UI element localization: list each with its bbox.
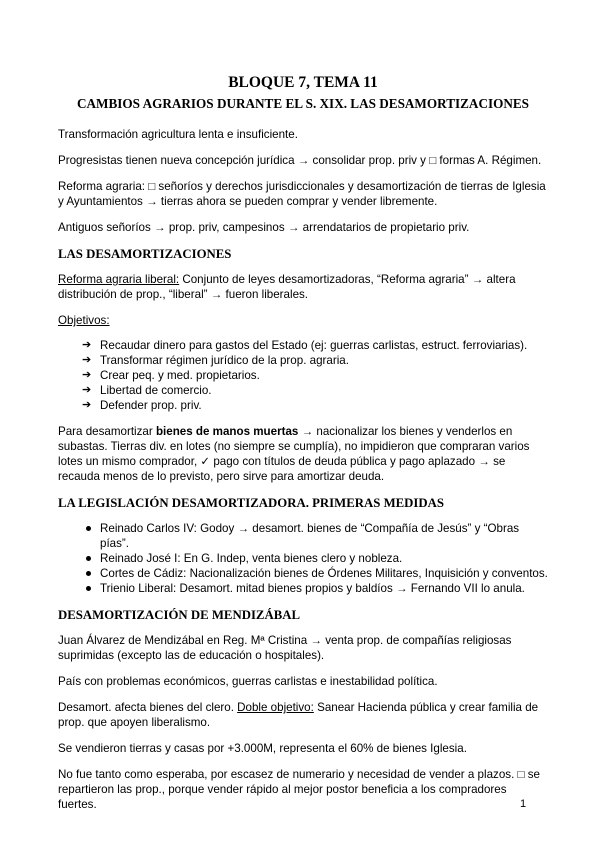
section-heading-mendizabal: DESAMORTIZACIÓN DE MENDIZÁBAL xyxy=(58,608,301,622)
reforma-text: Conjunto de leyes desamortizadoras, “Reforma agraria” → altera distribución de prop., “liberal” → fueron liberales. xyxy=(58,273,516,301)
arrow-bullet-icon: ➔ xyxy=(82,339,92,351)
list-item xyxy=(58,338,548,353)
manos-pre-text: Para desamortizar xyxy=(58,425,156,438)
intro-paragraph-1: Transformación agricultura lenta e insuficiente. xyxy=(58,128,298,141)
objetivos-label: Objetivos: xyxy=(58,314,110,327)
list-item xyxy=(58,383,548,398)
list-item-text: Transformar régimen jurídico de la prop. agraria. xyxy=(100,354,349,367)
p3-pre-text: Desamort. afecta bienes del clero. xyxy=(58,701,238,714)
arrow-bullet-icon: ➔ xyxy=(82,369,92,381)
reforma-paragraph xyxy=(58,272,548,302)
page-number: 1 xyxy=(520,798,527,810)
intro-paragraph-2: Progresistas tienen nueva concepción jurídica → consolidar prop. priv y □ formas A. Régimen. xyxy=(58,154,542,167)
mendizabal-paragraph-3 xyxy=(58,700,548,730)
manos-post-text: → nacionalizar los bienes y venderlos en subastas. Tierras div. en lotes (no siempre se cumplía), no impidieron que compraran varios lotes un mismo comprador, ✓ pago con títulos de deuda pública y pago aplazado → se recauda menos de lo previsto, pero sirve para amortizar deuda. xyxy=(58,425,530,483)
list-item xyxy=(58,368,548,383)
arrow-bullet-icon: ➔ xyxy=(82,354,92,366)
arrow-bullet-icon: ➔ xyxy=(82,399,92,411)
list-item-text: Reinado José I: En G. Indep, venta bienes clero y nobleza. xyxy=(100,552,403,565)
objetivos-list xyxy=(58,338,548,413)
manos-muertas-paragraph xyxy=(58,424,548,484)
document-page xyxy=(58,74,548,812)
bullet-dot-icon xyxy=(86,556,91,561)
intro-paragraph-3: Reforma agraria: □ señoríos y derechos jurisdiccionales y desamortización de tierras de Iglesia y Ayuntamientos → tierras ahora se pueden comprar y vender libremente. xyxy=(58,180,546,208)
list-item-text: Crear peq. y med. propietarios. xyxy=(100,369,260,382)
intro-paragraph-4: Antiguos señoríos → prop. priv, campesinos → arrendatarios de propietario priv. xyxy=(58,221,470,234)
bullet-dot-icon xyxy=(86,526,91,531)
list-item-text: Reinado Carlos IV: Godoy → desamort. bienes de “Compañía de Jesús” y “Obras pías”. xyxy=(100,522,520,550)
bullet-dot-icon xyxy=(86,586,91,591)
mendizabal-paragraph-4: Se vendieron tierras y casas por +3.000M, representa el 60% de bienes Iglesia. xyxy=(58,742,467,755)
list-item xyxy=(58,353,548,368)
section-heading-desamortizaciones: LAS DESAMORTIZACIONES xyxy=(58,247,232,261)
list-item xyxy=(58,521,548,551)
section-heading-legislacion: LA LEGISLACIÓN DESAMORTIZADORA. PRIMERAS MEDIDAS xyxy=(58,496,444,510)
mendizabal-paragraph-2: País con problemas económicos, guerras carlistas e inestabilidad política. xyxy=(58,675,438,688)
list-item xyxy=(58,398,548,413)
list-item xyxy=(58,581,548,596)
document-subtitle: CAMBIOS AGRARIOS DURANTE EL S. XIX. LAS DESAMORTIZACIONES xyxy=(76,96,530,111)
mendizabal-paragraph-5: No fue tanto como esperaba, por escasez de numerario y necesidad de vender a plazos. □ se repartieron las prop., porque vender rápido al mejor postor beneficia a los compradores fuertes. xyxy=(58,768,540,811)
list-item xyxy=(58,551,548,566)
list-item-text: Defender prop. priv. xyxy=(100,399,202,412)
manos-bold-text: bienes de manos muertas xyxy=(155,425,299,438)
reforma-label: Reforma agraria liberal: xyxy=(58,273,180,286)
document-title: BLOQUE 7, TEMA 11 xyxy=(228,74,378,91)
p3-post-text: Sanear Hacienda pública y crear familia de prop. que apoyen liberalismo. xyxy=(58,701,539,729)
arrow-bullet-icon: ➔ xyxy=(82,384,92,396)
legislacion-list xyxy=(58,521,548,596)
list-item-text: Recaudar dinero para gastos del Estado (ej: guerras carlistas, estruct. ferroviarias). xyxy=(100,339,528,352)
list-item-text: Cortes de Cádiz: Nacionalización bienes de Órdenes Militares, Inquisición y conventos. xyxy=(100,567,548,580)
list-item-text: Libertad de comercio. xyxy=(100,384,212,397)
bullet-dot-icon xyxy=(86,571,91,576)
doble-objetivo-label: Doble objetivo: xyxy=(237,701,314,714)
mendizabal-paragraph-1: Juan Álvarez de Mendizábal en Reg. Mª Cristina → venta prop. de compañías religiosas suprimidas (excepto las de educación o hospitales). xyxy=(58,634,512,662)
list-item-text: Trienio Liberal: Desamort. mitad bienes propios y baldíos → Fernando VII lo anula. xyxy=(100,582,525,595)
list-item xyxy=(58,566,548,581)
